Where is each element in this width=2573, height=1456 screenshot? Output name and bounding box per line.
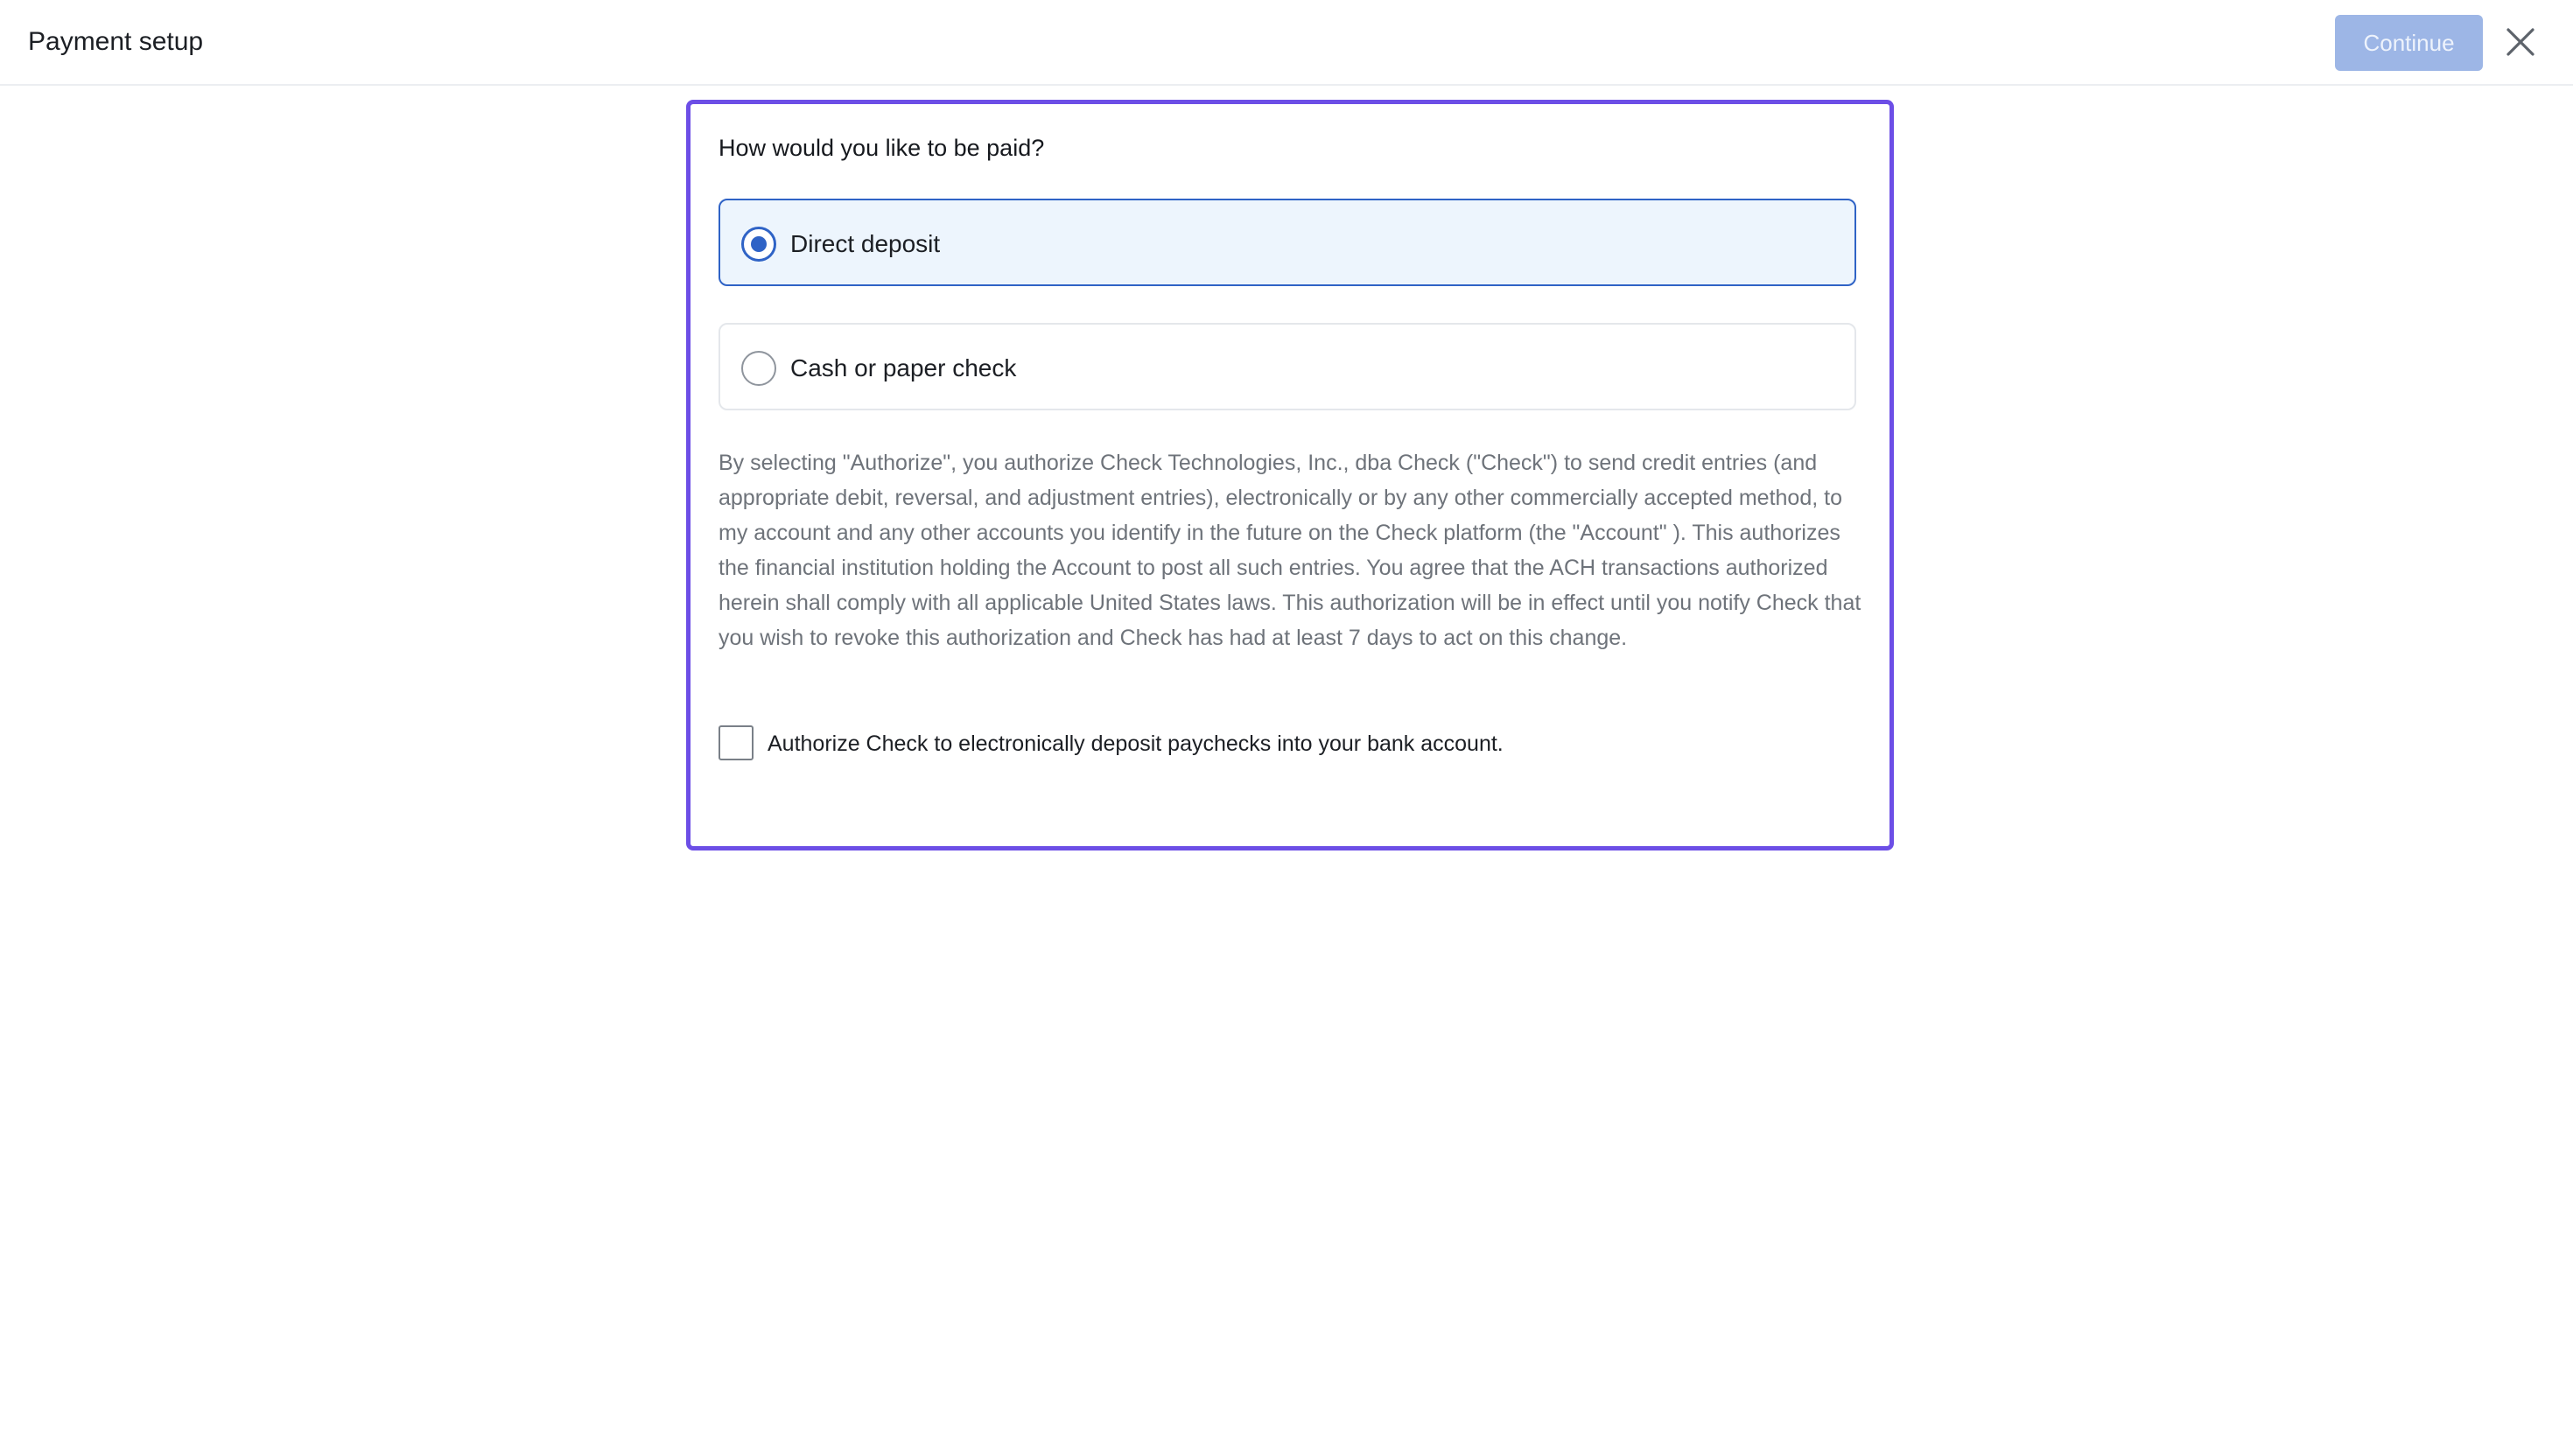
header-bar (0, 0, 2573, 86)
cash-or-check-radio[interactable] (741, 351, 776, 386)
cash-or-check-label: Cash or paper check (790, 354, 1017, 382)
option-cash-or-check[interactable] (719, 323, 1856, 410)
option-direct-deposit[interactable] (719, 199, 1856, 286)
direct-deposit-radio[interactable] (741, 227, 776, 262)
authorize-label[interactable]: Authorize Check to electronically deposit paychecks into your bank account. (768, 732, 1504, 756)
direct-deposit-label: Direct deposit (790, 230, 941, 257)
continue-button[interactable]: Continue (2335, 15, 2483, 71)
close-button[interactable] (2505, 26, 2536, 58)
payment-method-card (686, 100, 1894, 850)
authorization-legal-text: By selecting "Authorize", you authorize Check Technologies, Inc., dba Check ("Check") to send credit entries (and appropriate debit, reversal, and adjustment entries), electronically or by any other commercially accepted method, to my account and any other accounts you identify in the future on the Check platform (the "Account" ). This authorizes the financial institution holding the Account to post all such entries. You agree that the ACH transactions authorized herein shall comply with all applicable United States laws. This authorization will be in effect until you notify Check that you wish to revoke this authorization and Check has had at least 7 days to act on this change. (719, 451, 1861, 650)
payment-question: How would you like to be paid? (719, 135, 1045, 161)
close-icon (2505, 26, 2536, 58)
page-title: Payment setup (28, 27, 204, 56)
authorize-checkbox[interactable] (719, 725, 754, 760)
authorize-row[interactable] (719, 725, 1856, 762)
